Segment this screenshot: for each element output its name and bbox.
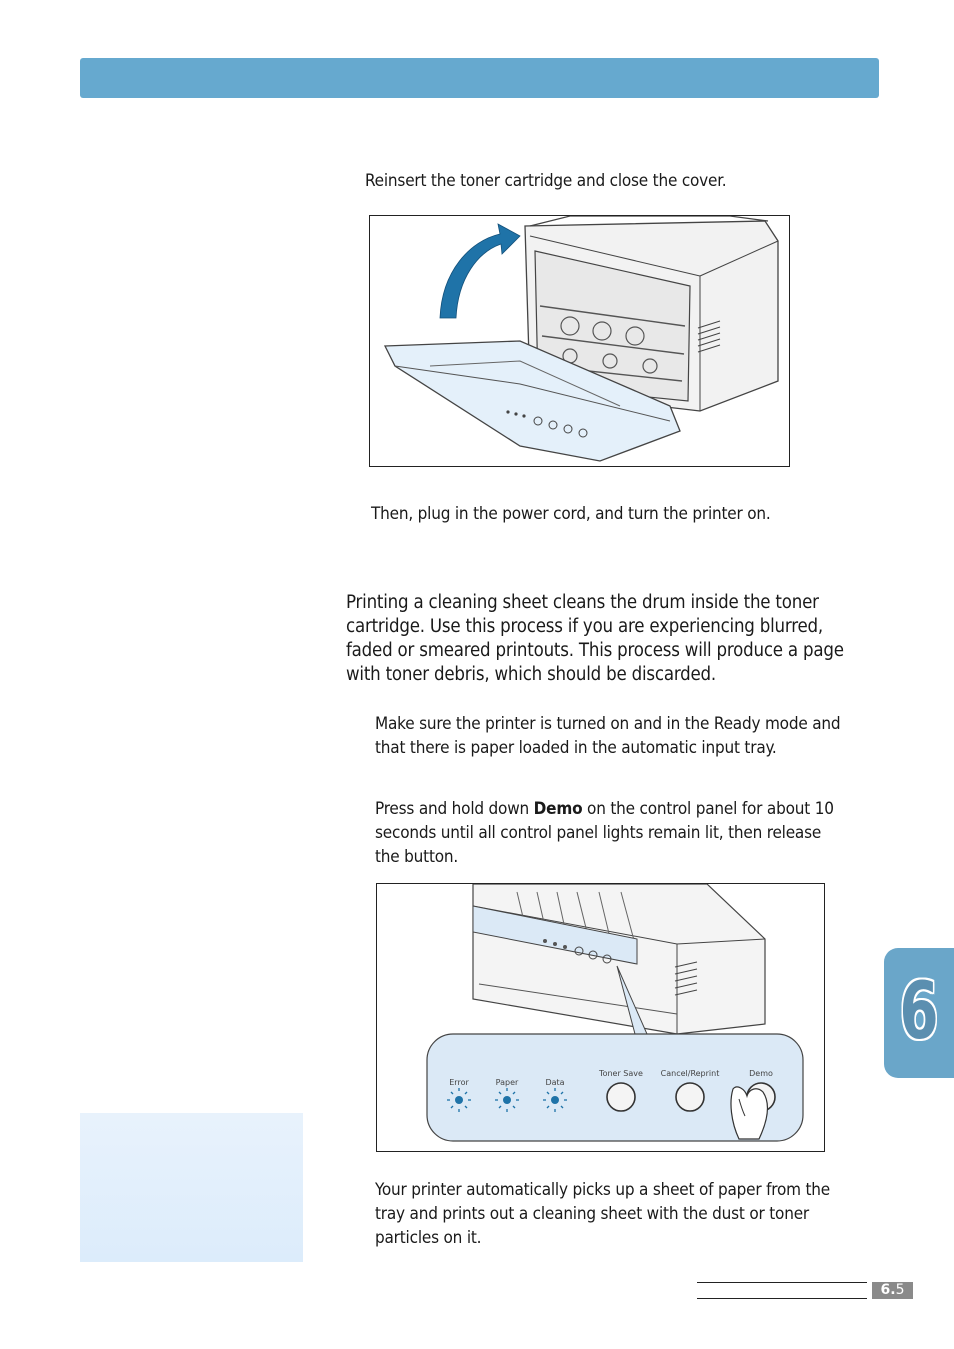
page-number-minor: 5 bbox=[895, 1282, 905, 1298]
chapter-number: 6 bbox=[899, 967, 939, 1057]
step2-text-after: on the control panel for about 10 bbox=[582, 799, 834, 819]
cleaning-intro-line: cartridge. Use this process if you are experiencing blurred, bbox=[346, 616, 823, 637]
cleaning-step2-line: seconds until all control panel lights remain lit, then release bbox=[375, 823, 822, 843]
toner-save-button bbox=[607, 1083, 635, 1111]
toner-save-button-label: Toner Save bbox=[599, 1069, 643, 1078]
cleaning-intro-line: Printing a cleaning sheet cleans the drum inside the toner bbox=[346, 592, 819, 613]
demo-button-label: Demo bbox=[749, 1069, 773, 1078]
cancel-reprint-button bbox=[676, 1083, 704, 1111]
cleaning-step3-paragraph bbox=[375, 1178, 895, 1250]
cancel-reprint-button-label: Cancel/Reprint bbox=[660, 1069, 720, 1078]
step-reinsert-text: Reinsert the toner cartridge and close the cover. bbox=[365, 171, 727, 191]
cleaning-step2-line bbox=[375, 797, 895, 821]
footer-rule-bottom bbox=[697, 1298, 867, 1299]
paper-light-label: Paper bbox=[495, 1078, 519, 1087]
printer-control-panel-illustration bbox=[377, 884, 824, 1151]
section-header-bar bbox=[80, 58, 879, 98]
cleaning-step2-paragraph bbox=[375, 797, 895, 869]
footer-rule-top bbox=[697, 1282, 867, 1283]
demo-button-reference: Demo bbox=[533, 799, 583, 819]
finger-icon bbox=[731, 1087, 767, 1139]
cleaning-step3-line: particles on it. bbox=[375, 1228, 482, 1248]
printer-open-cover-illustration bbox=[370, 216, 789, 466]
cleaning-intro-paragraph bbox=[346, 591, 886, 687]
sidebar-note-box bbox=[80, 1113, 303, 1262]
cleaning-step3-line: tray and prints out a cleaning sheet with the dust or toner bbox=[375, 1204, 809, 1224]
data-light-label: Data bbox=[545, 1078, 565, 1087]
cleaning-step1-line: Make sure the printer is turned on and in the Ready mode and bbox=[375, 714, 841, 734]
cleaning-intro-line: with toner debris, which should be discarded. bbox=[346, 664, 716, 685]
page-number bbox=[872, 1282, 913, 1299]
cleaning-step2-line: the button. bbox=[375, 847, 459, 867]
step2-text-before: Press and hold down bbox=[375, 799, 534, 819]
figure-close-cover bbox=[369, 215, 790, 467]
cleaning-step3-line: Your printer automatically picks up a sheet of paper from the bbox=[375, 1180, 830, 1200]
cleaning-intro-line: faded or smeared printouts. This process will produce a page bbox=[346, 640, 844, 661]
error-light-label: Error bbox=[449, 1078, 469, 1087]
chapter-tab bbox=[884, 948, 954, 1078]
step-power-on-text: Then, plug in the power cord, and turn the printer on. bbox=[371, 504, 771, 524]
close-cover-arrow bbox=[440, 224, 520, 318]
cleaning-step1-line: that there is paper loaded in the automatic input tray. bbox=[375, 738, 777, 758]
page-number-major: 6. bbox=[880, 1282, 896, 1298]
figure-control-panel bbox=[376, 883, 825, 1152]
cleaning-step1-paragraph bbox=[375, 712, 895, 760]
